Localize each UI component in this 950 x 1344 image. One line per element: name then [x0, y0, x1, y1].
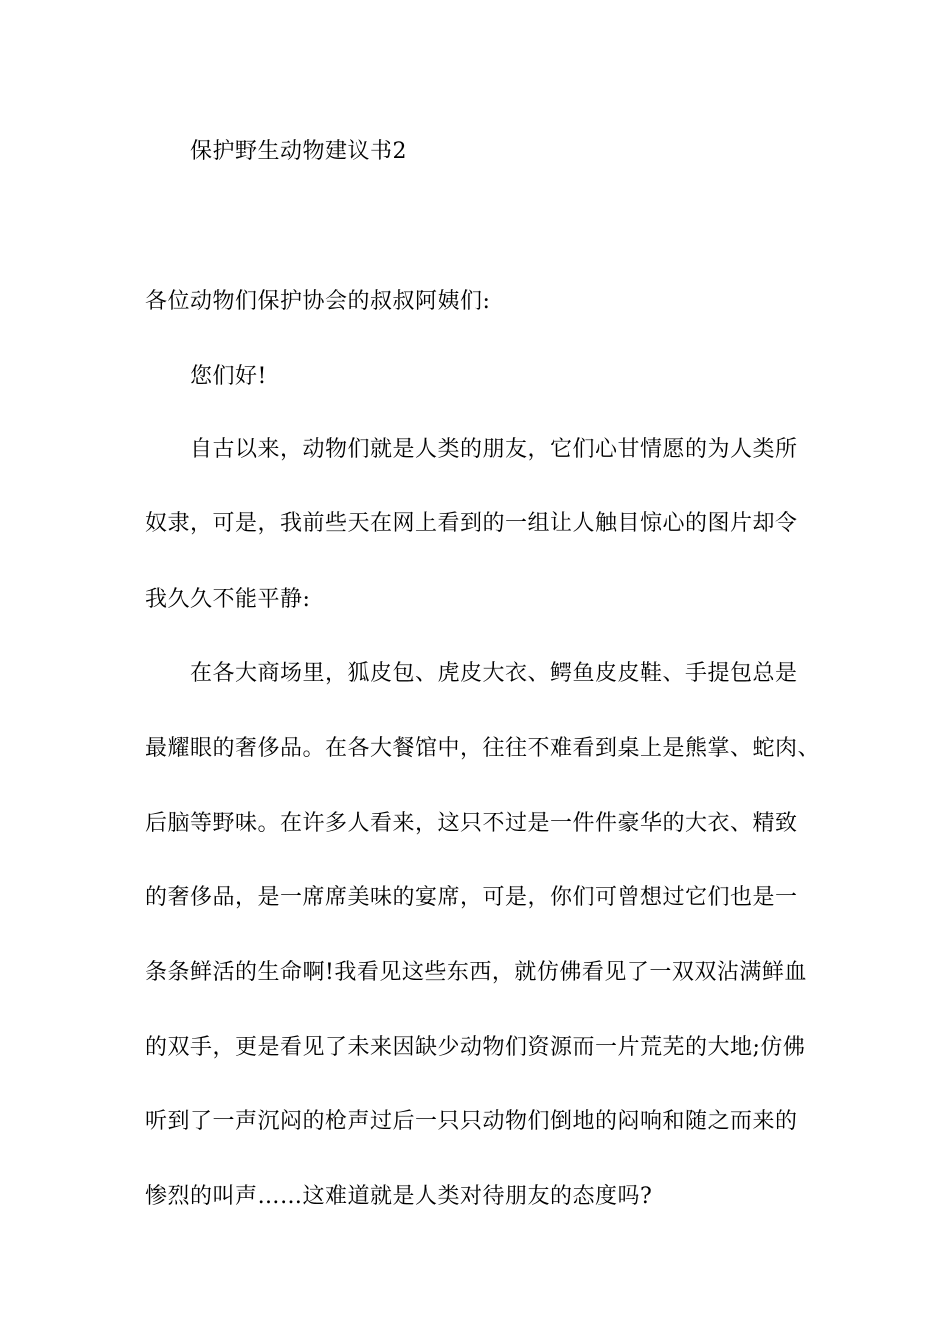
document-title: 保护野生动物建议书2: [190, 139, 407, 164]
paragraph-line: 自古以来，动物们就是人类的朋友，它们心甘情愿的为人类所: [190, 437, 798, 462]
paragraph-line: 最耀眼的奢侈品。在各大餐馆中，往往不难看到桌上是熊掌、蛇肉、: [145, 736, 821, 761]
paragraph-line: 在各大商场里，狐皮包、虎皮大衣、鳄鱼皮皮鞋、手提包总是: [190, 661, 798, 686]
paragraph-line: 我久久不能平静:: [145, 587, 311, 612]
paragraph-line: 听到了一声沉闷的枪声过后一只只动物们倒地的闷响和随之而来的: [145, 1109, 798, 1134]
greeting: 您们好!: [190, 364, 267, 389]
paragraph-line: 的奢侈品，是一席席美味的宴席，可是，你们可曾想过它们也是一: [145, 885, 798, 910]
paragraph-line: 后脑等野味。在许多人看来，这只不过是一件件豪华的大衣、精致: [145, 811, 798, 836]
paragraph-line: 的双手，更是看见了未来因缺少动物们资源而一片荒芜的大地;仿佛: [145, 1035, 806, 1060]
paragraph-line: 条条鲜活的生命啊!我看见这些东西，就仿佛看见了一双双沾满鲜血: [145, 960, 807, 985]
paragraph-line: 惨烈的叫声……这难道就是人类对待朋友的态度吗?: [145, 1184, 653, 1209]
salutation: 各位动物们保护协会的叔叔阿姨们:: [145, 289, 491, 314]
paragraph-line: 奴隶，可是，我前些天在网上看到的一组让人触目惊心的图片却令: [145, 511, 798, 536]
